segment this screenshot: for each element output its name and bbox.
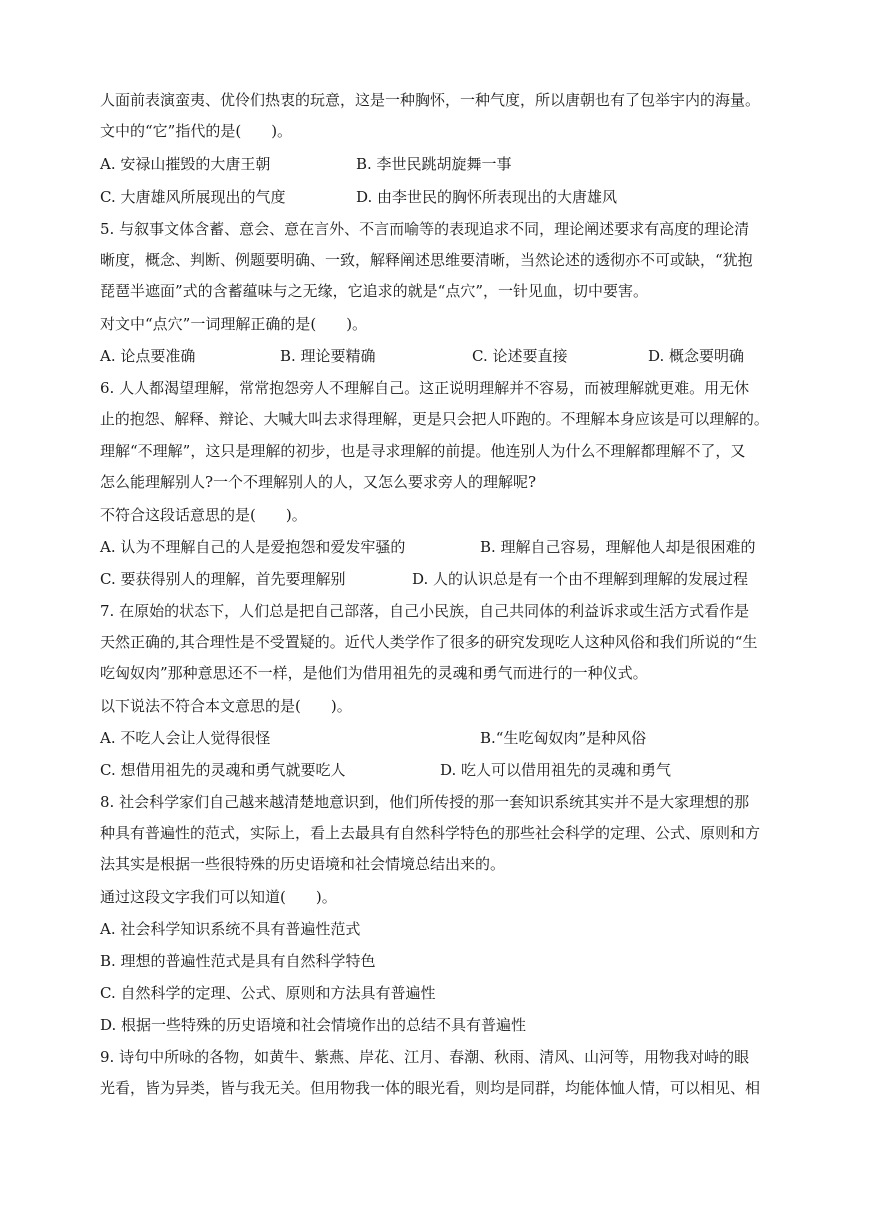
q8-option-b[interactable]: B. 理想的普遍性范式是具有自然科学特色 bbox=[100, 952, 376, 970]
q4-options-row-1 bbox=[100, 154, 780, 174]
q8-option-d[interactable]: D. 根据一些特殊的历史语境和社会情境作出的总结不具有普遍性 bbox=[100, 1016, 527, 1034]
q6-passage-line: 6. 人人都渴望理解，常常抱怨旁人不理解自己。这正说明理解并不容易，而被理解就更难。用无休 bbox=[100, 379, 750, 397]
q9-passage-line: 光看，皆为异类，皆与我无关。但用物我一体的眼光看，则均是同群，均能体恤人情，可以相见、相 bbox=[100, 1079, 761, 1097]
q5-option-d[interactable]: D. 概念要明确 bbox=[648, 347, 745, 365]
q5-question: 对文中“点穴”一词理解正确的是( )。 bbox=[100, 315, 368, 333]
q5-passage-line: 晰度，概念、判断、例题要明确、一致，解释阐述思维要清晰，当然论述的透彻亦不可或缺，“犹抱 bbox=[100, 251, 753, 269]
q7-question: 以下说法不符合本文意思的是( )。 bbox=[100, 697, 352, 715]
q9-passage-line: 9. 诗句中所咏的各物，如黄牛、紫燕、岸花、江月、春潮、秋雨、清风、山河等，用物我对峙的眼 bbox=[100, 1048, 750, 1066]
q8-passage-line: 8. 社会科学家们自己越来越清楚地意识到，他们所传授的那一套知识系统其实并不是大家理想的那 bbox=[100, 793, 750, 811]
q4-passage-line: 人面前表演蛮夷、优伶们热衷的玩意，这是一种胸怀，一种气度，所以唐朝也有了包举宇内的海量。 bbox=[100, 91, 761, 109]
q4-options-row-2 bbox=[100, 187, 780, 207]
q6-option-b[interactable]: B. 理解自己容易，理解他人却是很困难的 bbox=[480, 538, 756, 556]
q7-passage-line: 吃匈奴肉”那种意思还不一样，是他们为借用祖先的灵魂和勇气而进行的一种仪式。 bbox=[100, 664, 648, 682]
q8-option-c[interactable]: C. 自然科学的定理、公式、原则和方法具有普遍性 bbox=[100, 984, 436, 1002]
q4-option-d[interactable]: D. 由李世民的胸怀所表现出的大唐雄风 bbox=[356, 188, 618, 206]
q4-question: 文中的“它”指代的是( )。 bbox=[100, 122, 293, 140]
q5-option-a[interactable]: A. 论点要准确 bbox=[100, 347, 196, 365]
q8-passage-line: 法其实是根据一些很特殊的历史语境和社会情境总结出来的。 bbox=[100, 855, 506, 873]
q5-passage-line: 琵琶半遮面”式的含蓄蕴味与之无缘，它追求的就是“点穴”，一针见血，切中要害。 bbox=[100, 282, 649, 300]
q4-option-a[interactable]: A. 安禄山摧毁的大唐王朝 bbox=[100, 155, 271, 173]
q6-options-row-2 bbox=[100, 569, 780, 589]
q7-option-d[interactable]: D. 吃人可以借用祖先的灵魂和勇气 bbox=[440, 761, 672, 779]
q7-passage-line: 7. 在原始的状态下，人们总是把自己部落，自己小民族，自己共同体的利益诉求或生活方式看作是 bbox=[100, 602, 750, 620]
q7-passage-line: 天然正确的,其合理性是不受置疑的。近代人类学作了很多的研究发现吃人这种风俗和我们所说的“生 bbox=[100, 633, 758, 651]
q7-option-a[interactable]: A. 不吃人会让人觉得很怪 bbox=[100, 729, 271, 747]
q6-passage-line: 怎么能理解别人?一个不理解别人的人，又怎么要求旁人的理解呢? bbox=[100, 473, 537, 491]
q6-passage-line: 止的抱怨、解释、辩论、大喊大叫去求得理解，更是只会把人吓跑的。不理解本身应该是可以理解的。 bbox=[100, 410, 769, 428]
q6-option-c[interactable]: C. 要获得别人的理解，首先要理解别 bbox=[100, 570, 346, 588]
q8-option-a[interactable]: A. 社会科学知识系统不具有普遍性范式 bbox=[100, 920, 361, 938]
q4-option-b[interactable]: B. 李世民跳胡旋舞一事 bbox=[356, 155, 512, 173]
q7-options-row-2 bbox=[100, 760, 780, 780]
q5-passage-line: 5. 与叙事文体含蓄、意会、意在言外、不言而喻等的表现追求不同，理论阐述要求有高度的理论清 bbox=[100, 220, 750, 238]
q5-option-b[interactable]: B. 理论要精确 bbox=[280, 347, 376, 365]
q7-option-c[interactable]: C. 想借用祖先的灵魂和勇气就要吃人 bbox=[100, 761, 346, 779]
q6-question: 不符合这段话意思的是( )。 bbox=[100, 506, 307, 524]
q7-options-row-1 bbox=[100, 728, 780, 748]
q5-options-row bbox=[100, 346, 780, 366]
q7-option-b[interactable]: B.“生吃匈奴肉”是种风俗 bbox=[480, 729, 647, 747]
q6-option-a[interactable]: A. 认为不理解自己的人是爱抱怨和爱发牢骚的 bbox=[100, 538, 406, 556]
q6-options-row-1 bbox=[100, 537, 780, 557]
q4-option-c[interactable]: C. 大唐雄风所展现出的气度 bbox=[100, 188, 286, 206]
q6-passage-line: 理解“不理解”，这只是理解的初步，也是寻求理解的前提。他连别人为什么不理解都理解不了，又 bbox=[100, 442, 746, 460]
q8-passage-line: 种具有普遍性的范式，实际上，看上去最具有自然科学特色的那些社会科学的定理、公式、原则和方 bbox=[100, 824, 761, 842]
q6-option-d[interactable]: D. 人的认识总是有一个由不理解到理解的发展过程 bbox=[412, 570, 749, 588]
q5-option-c[interactable]: C. 论述要直接 bbox=[472, 347, 568, 365]
q8-question: 通过这段文字我们可以知道( )。 bbox=[100, 888, 337, 906]
